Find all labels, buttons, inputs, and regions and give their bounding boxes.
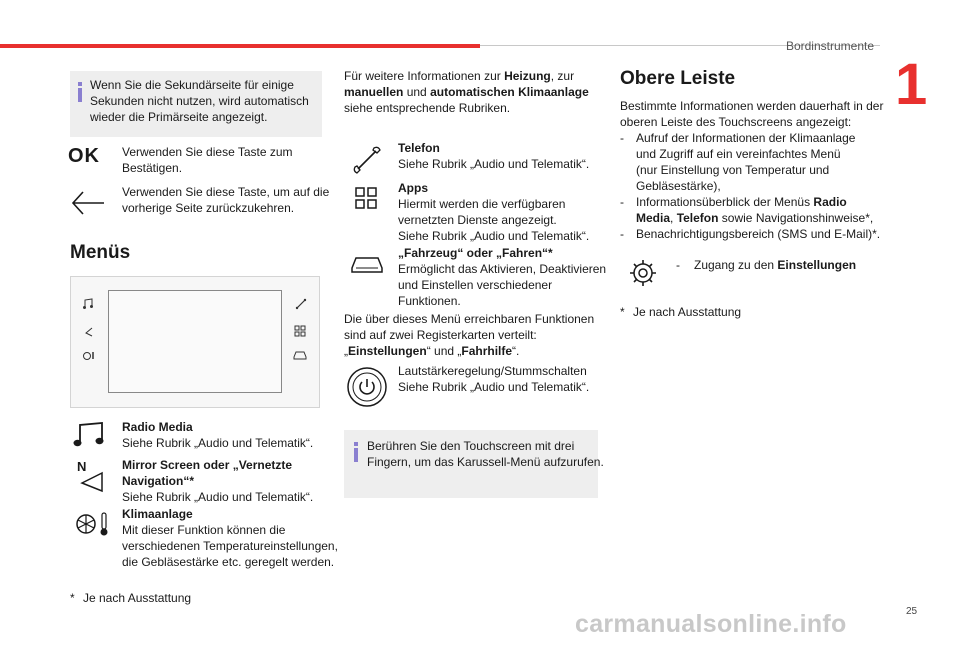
volume-text: Lautstärkeregelung/Stummschalten Siehe Rubrik „Audio und Telematik“. [398, 364, 590, 394]
phone-icon [352, 145, 382, 175]
radio-media-text: Siehe Rubrik „Audio und Telematik“. [122, 436, 314, 450]
obere-leiste-intro: Bestimmte Informationen werden dauerhaft in der oberen Leiste des Touchscreens angezeigt: [620, 99, 884, 129]
watermark: carmanualsonline.info [575, 610, 847, 638]
apps-title: Apps [398, 181, 428, 195]
settings-dash: - [676, 258, 680, 272]
power-volume-icon [346, 366, 388, 408]
ok-icon: OK [68, 145, 100, 167]
mirror-screen-text: Siehe Rubrik „Audio und Telematik“. [122, 490, 314, 504]
touch-info-text: Berühren Sie den Touchscreen mit drei Fingern, um das Karussell-Menü aufzurufen. [367, 439, 604, 469]
tabs-description: Die über dieses Menü erreichbaren Funktionen sind auf zwei Registerkarten verteilt: „Einstellungen“ und „Fahrhilfe“. [344, 312, 595, 358]
touchscreen-display [108, 290, 282, 393]
apps-text: Hiermit werden die verfügbaren vernetzten Dienste angezeigt. Siehe Rubrik „Audio und Telematik“. [398, 197, 590, 243]
info-icon-2 [354, 442, 358, 462]
klimaanlage-text: Mit dieser Funktion können die verschiedenen Temperatureinstellungen, die Gebläsestärke etc. geregelt werden. [122, 523, 338, 569]
header-red-bar [0, 44, 480, 48]
svg-text:N: N [77, 459, 87, 474]
fahrzeug-text: Ermöglicht das Aktivieren, Deaktivieren und Einstellen verschiedener Funktionen. [398, 262, 607, 308]
music-note-icon [72, 421, 106, 449]
list-item: - Benachrichtigungsbereich (SMS und E-Mail)*. [620, 227, 881, 241]
info-note-text: Wenn Sie die Sekundärseite für einige Sekunden nicht nutzen, wird automatisch wieder die Primärseite angezeigt. [90, 78, 309, 124]
footnote-2: Je nach Ausstattung [633, 305, 742, 319]
radio-media-title: Radio Media [122, 420, 193, 434]
page-number: 25 [906, 606, 918, 617]
phone-icon-small [295, 298, 307, 310]
mirror-screen-title: Mirror Screen oder „Vernetzte Navigation“* [122, 458, 293, 488]
apps-icon-small [294, 325, 306, 337]
climate-reference-text: Für weitere Informationen zur Heizung, zur manuellen und automatischen Klimaanlage siehe entsprechende Rubriken. [344, 69, 589, 115]
mirror-navigation-icon [76, 459, 106, 493]
footnote-star: * [70, 591, 75, 605]
back-description: Verwenden Sie diese Taste, um auf die vorherige Seite zurückzukehren. [122, 185, 330, 215]
menus-heading: Menüs [70, 242, 131, 263]
obere-leiste-list [620, 130, 885, 242]
list-item: - Aufruf der Informationen der Klimaanlage und Zugriff auf ein vereinfachtes Menü (nur Einstellung von Temperatur und Gebläsestärke), [620, 131, 856, 193]
footnote-star-2: * [620, 305, 625, 319]
klimaanlage-title: Klimaanlage [122, 507, 193, 521]
settings-gear-icon [628, 258, 658, 288]
ok-description: Verwenden Sie diese Taste zum Bestätigen. [122, 145, 293, 175]
music-note-icon-small [82, 298, 94, 310]
section-title: Bordinstrumente [785, 39, 874, 53]
climate-icon [74, 510, 110, 538]
fahrzeug-title: „Fahrzeug“ oder „Fahren“* [398, 246, 553, 260]
footnote: Je nach Ausstattung [83, 591, 192, 605]
chapter-number: 1 [895, 52, 928, 117]
list-item: - Informationsüberblick der Menüs Radio Media, Telefon sowie Navigationshinweise*, [620, 195, 874, 225]
back-arrow-icon [70, 188, 106, 218]
climate-icon-small [82, 350, 96, 362]
telefon-title: Telefon [398, 141, 440, 155]
settings-access-text: Zugang zu den Einstellungen [694, 258, 857, 272]
car-icon-small [293, 350, 307, 360]
obere-leiste-heading: Obere Leiste [620, 68, 736, 89]
info-icon [78, 82, 82, 102]
navigation-icon-small [84, 326, 94, 338]
apps-icon [354, 186, 378, 210]
car-icon [350, 254, 384, 274]
telefon-text: Siehe Rubrik „Audio und Telematik“. [398, 157, 590, 171]
